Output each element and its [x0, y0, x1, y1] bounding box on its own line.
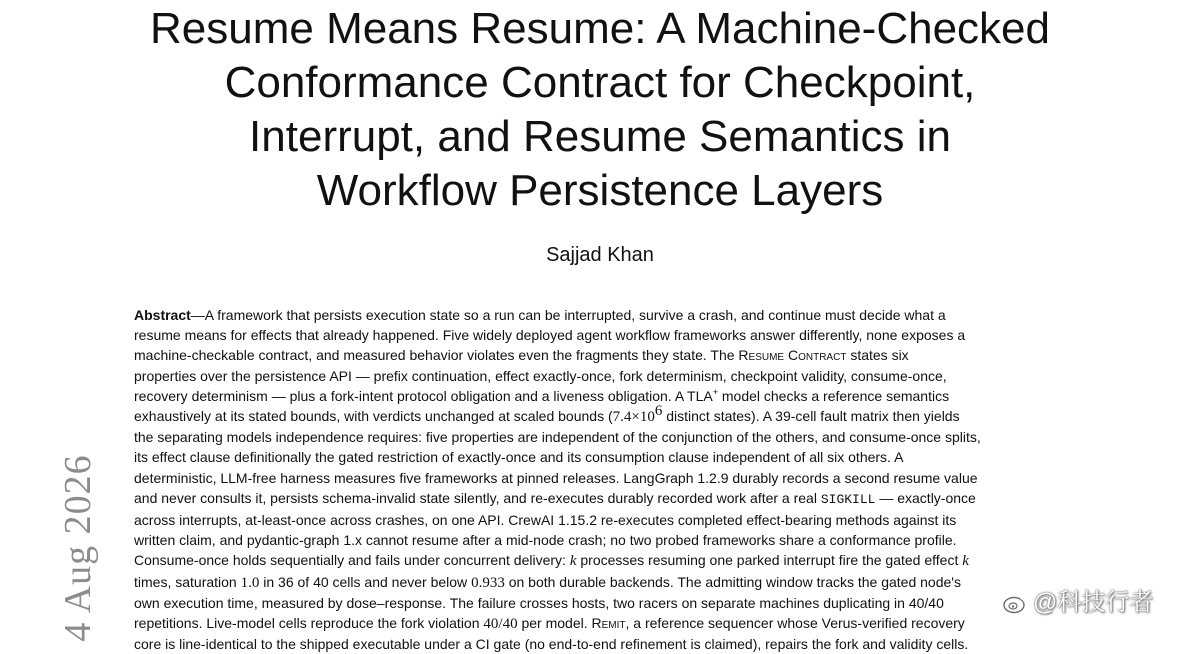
resume-contract-term: Resume Contract — [738, 347, 847, 364]
title-line: Workflow Persistence Layers — [316, 166, 884, 215]
abstract-line: repetitions. Live-model cells reproduce the fork violation 40/40 per model. Remit, a reference sequencer whose Verus-verified recovery — [134, 615, 965, 633]
title-line: Interrupt, and Resume Semantics in — [249, 112, 951, 161]
weibo-logo-icon — [1003, 592, 1029, 614]
title-line: Resume Means Resume: A Machine-Checked — [150, 4, 1050, 53]
remit-term: Remit — [591, 615, 626, 632]
abstract-line: its effect clause definitionally the gated restriction of exactly-once and its consumption clause independent of all six others. A — [134, 449, 904, 466]
abstract-line: Abstract—A framework that persists execution state so a run can be interrupted, survive a crash, and continue must decide what a — [134, 307, 946, 323]
abstract-line: across interrupts, at-least-once across crashes, on one API. CrewAI 1.15.2 re-executes completed effect-bearing methods against its — [134, 512, 957, 529]
abstract — [134, 305, 1074, 654]
abstract-line: properties over the persistence API — prefix continuation, effect exactly-once, fork determinism, checkpoint validity, consume-once, — [134, 367, 947, 384]
watermark-text: @科技行者 — [1033, 589, 1154, 616]
abstract-line: and never consults it, persists schema-invalid state silently, and re-executes durably recorded work after a real SIGKILL — exactly-once — [134, 489, 976, 507]
abstract-line: resume means for effects that already happened. Five widely deployed agent workflow frameworks answer differently, none exposes a — [134, 327, 966, 344]
abstract-line: core is line-identical to the shipped executable under a CI gate (no end-to-end refinement is claimed), repairs the fork and validity cells. — [134, 636, 969, 653]
abstract-line: the separating models independence requires: five properties are independent of the conjunction of the others, and consume-once splits, — [134, 429, 981, 446]
abstract-line: written claim, and pydantic-graph 1.x cannot resume after a mid-node crash; no two probed frameworks share a conformance profile. — [134, 532, 957, 549]
title-line: Conformance Contract for Checkpoint, — [224, 58, 976, 107]
abstract-line: times, saturation 1.0 in 36 of 40 cells and never below 0.933 on both durable backends. The admitting window tracks the gated node's — [134, 573, 961, 591]
source-watermark — [1003, 588, 1153, 618]
abstract-line: machine-checkable contract, and measured behavior violates even the fragments they state. The Resume Contract states six — [134, 347, 909, 364]
abstract-label: Abstract — [134, 307, 191, 323]
sigkill-code: SIGKILL — [820, 491, 876, 507]
abstract-line: own execution time, measured by dose–response. The failure crosses hosts, two racers on separate machines duplicating in 40/40 — [134, 594, 944, 611]
arxiv-date-stamp: 4 Aug 2026 — [57, 454, 99, 642]
abstract-line: recovery determinism — plus a fork-intent protocol obligation and a liveness obligation. A TLA+ model checks a reference semantics — [134, 386, 950, 404]
abstract-line: deterministic, LLM-free harness measures five frameworks at pinned releases. LangGraph 1.2.9 durably records a second resume value — [134, 469, 978, 486]
author-name: Sajjad Khan — [546, 244, 654, 266]
abstract-line: Consume-once holds sequentially and fails under concurrent delivery: k processes resuming one parked interrupt fire the gated effect k — [134, 552, 969, 570]
abstract-line: exhaustively at its stated bounds, with verdicts unchanged at scaled bounds ($7.4\times 10^6$ distinct states). A 39-cell fault matrix then yields — [134, 403, 960, 426]
paper-title — [0, 2, 1200, 218]
